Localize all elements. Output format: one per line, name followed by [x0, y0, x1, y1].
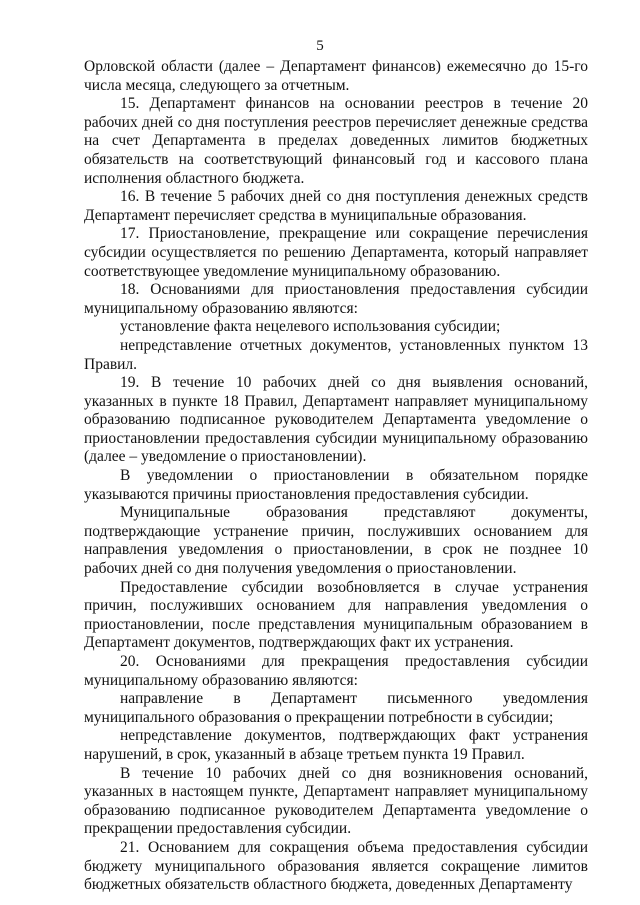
page-number: 5: [316, 38, 324, 54]
paragraph-21: 21. Основанием для сокращения объема предоставления субсидии бюджету муниципального образования является сокращение лимитов бюджетных обязательств областного бюджета, доведенных Департаменту: [84, 838, 588, 894]
paragraph-16: 16. В течение 5 рабочих дней со дня поступления денежных средств Департамент перечисляет средства в муниципальные образования.: [84, 188, 588, 224]
paragraph-17: 17. Приостановление, прекращение или сокращение перечисления субсидии осуществляется по решению Департамента, который направляет соответствующее уведомление муниципальному образованию.: [84, 225, 588, 280]
paragraph-19: 19. В течение 10 рабочих дней со дня выявления оснований, указанных в пункте 18 Правил, Департамент направляет муниципальному образованию подписанное руководителем Департамента уведомление о приостановлении предоставления субсидии муниципальному образованию (далее – уведомление о приостановлении).: [84, 374, 588, 466]
paragraph-19-reasons: В уведомлении о приостановлении в обязательном порядке указываются причины приостановления предоставления субсидии.: [84, 467, 588, 503]
paragraph-20-notice: В течение 10 рабочих дней со дня возникновения оснований, указанных в настоящем пункте, Департамент направляет муниципальному образованию подписанное руководителем Департамента уведомление о прекращении предоставления субсидии.: [84, 764, 588, 838]
paragraph-continuation: Орловской области (далее – Департамент финансов) ежемесячно до 15-го числа месяца, следующего за отчетным.: [84, 58, 588, 94]
paragraph-18: 18. Основаниями для приостановления предоставления субсидии муниципальному образованию являются:: [84, 281, 588, 317]
document-body: [84, 58, 588, 895]
paragraph-18-item-2: непредставление отчетных документов, установленных пунктом 13 Правил.: [84, 336, 588, 373]
paragraph-19-documents: Муниципальные образования представляют документы, подтверждающие устранение причин, послуживших основанием для направления уведомления о приостановлении, в срок не позднее 10 рабочих дней со дня получения уведомления о приостановлении.: [84, 504, 588, 578]
paragraph-20: 20. Основаниями для прекращения предоставления субсидии муниципальному образованию являются:: [84, 653, 588, 689]
paragraph-15: 15. Департамент финансов на основании реестров в течение 20 рабочих дней со дня поступления реестров перечисляет денежные средства на счет Департамента в пределах доведенных лимитов бюджетных обязательств на соответствующий финансовый год и кассового плана исполнения областного бюджета.: [84, 95, 588, 187]
paragraph-20-item-1: направление в Департамент письменного уведомления муниципального образования о прекращении потребности в субсидии;: [84, 690, 588, 726]
paragraph-20-item-2: непредставление документов, подтверждающих факт устранения нарушений, в срок, указанный в абзаце третьем пункта 19 Правил.: [84, 727, 588, 763]
paragraph-19-resumption: Предоставление субсидии возобновляется в случае устранения причин, послуживших основанием для направления уведомления о приостановлении, после представления муниципальным образованием в Департамент документов, подтверждающих факт их устранения.: [84, 578, 588, 652]
paragraph-18-item-1: установление факта нецелевого использования субсидии;: [120, 318, 501, 336]
